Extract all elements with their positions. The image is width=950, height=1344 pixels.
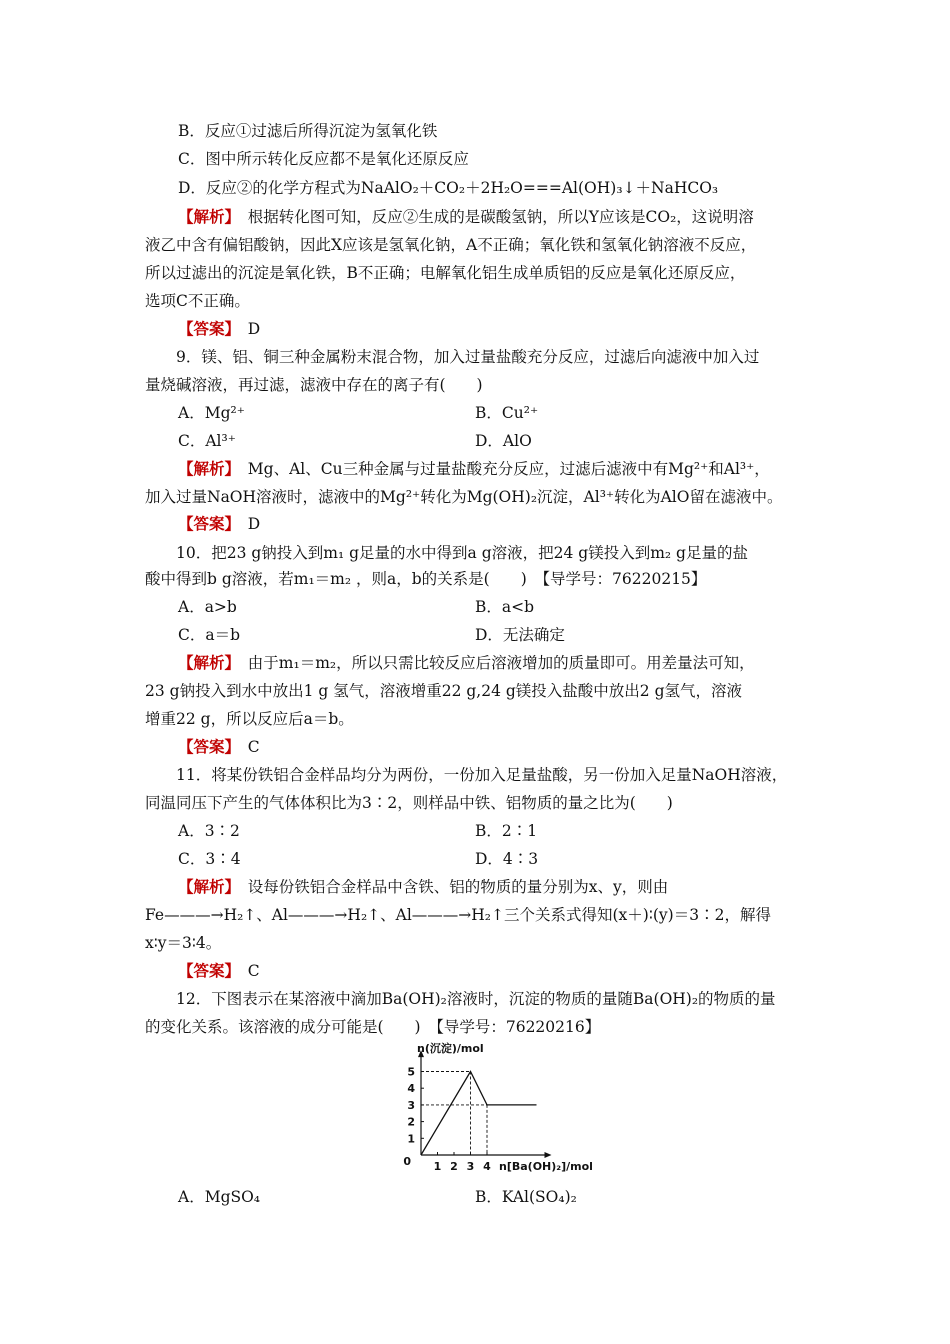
analysis-text: Mg、Al、Cu三种金属与过量盐酸充分反应，过滤后滤液中有Mg²⁺和Al³⁺，: [247, 460, 770, 478]
y-tick-label: 2: [407, 1115, 415, 1129]
option-a: A．MgSO₄: [178, 1188, 261, 1206]
question-stem: 酸中得到b g溶液，若m₁＝m₂ ，则a，b的关系是( ) 【导学号：76220215】: [145, 570, 707, 588]
answer-value: D: [247, 515, 261, 533]
option-b: B．Cu²⁺: [475, 404, 539, 422]
answer-value: D: [247, 320, 261, 338]
analysis-tag: 【解析】: [178, 460, 233, 478]
answer-line: [178, 960, 260, 982]
analysis-text: 由于m₁＝m₂，所以只需比较反应后溶液增加的质量即可。用差量法可知，: [247, 654, 755, 672]
x-axis-label: n[Ba(OH)₂]/mol: [499, 1160, 593, 1173]
analysis-tag: 【解析】: [178, 654, 233, 672]
option-d: D．AlO: [475, 432, 532, 450]
analysis-line: Fe———→H₂↑、Al———→H₂↑、Al———→H₂↑三个关系式得知(x＋)∶(y)＝3∶2，解得: [145, 906, 771, 924]
answer-value: C: [247, 962, 260, 980]
y-tick-label: 1: [407, 1132, 415, 1146]
option-c: C．3∶4: [178, 850, 241, 868]
answer-tag: 【答案】: [178, 320, 233, 338]
analysis-text: 根据转化图可知，反应②生成的是碳酸氢钠，所以Y应该是CO₂，这说明溶: [247, 208, 754, 226]
answer-tag: 【答案】: [178, 515, 233, 533]
analysis-line: x∶y＝3∶4。: [145, 934, 222, 952]
analysis-line: [178, 652, 755, 674]
analysis-line: 选项C不正确。: [145, 292, 250, 310]
x-axis-arrow: [545, 1152, 552, 1158]
answer-line: [178, 513, 260, 535]
analysis-line: 加入过量NaOH溶液时，滤液中的Mg²⁺转化为Mg(OH)₂沉淀，Al³⁺转化为AlO留在滤液中。: [145, 488, 783, 506]
origin-label: 0: [403, 1155, 411, 1168]
analysis-line: 所以过滤出的沉淀是氧化铁，B不正确；电解氧化铝生成单质铝的反应是氧化还原反应，: [145, 264, 746, 282]
question-stem: 9．镁、铝、铜三种金属粉末混合物，加入过量盐酸充分反应，过滤后向滤液中加入过: [176, 348, 760, 366]
analysis-line: [178, 206, 754, 228]
option-a: A．Mg²⁺: [178, 404, 245, 422]
analysis-line: 23 g钠投入到水中放出1 g 氢气，溶液增重22 g,24 g镁投入盐酸中放出2 g氢气，溶液: [145, 682, 742, 700]
analysis-line: 液乙中含有偏铝酸钠，因此X应该是氢氧化钠，A不正确；氧化铁和氢氧化钠溶液不反应，: [145, 236, 757, 254]
option-b: B．KAl(SO₄)₂: [475, 1188, 577, 1206]
x-tick-label: 4: [483, 1160, 491, 1173]
analysis-tag: 【解析】: [178, 878, 233, 896]
option-d: D．反应②的化学方程式为NaAlO₂＋CO₂＋2H₂O===Al(OH)₃↓＋NaHCO₃: [178, 179, 719, 197]
option-b: B．反应①过滤后所得沉淀为氢氧化铁: [178, 122, 438, 140]
answer-tag: 【答案】: [178, 738, 233, 756]
option-c: C．图中所示转化反应都不是氧化还原反应: [178, 150, 469, 168]
answer-tag: 【答案】: [178, 962, 233, 980]
question-stem: 同温同压下产生的气体体积比为3∶2，则样品中铁、铝物质的量之比为( ): [145, 794, 673, 812]
analysis-line: 增重22 g，所以反应后a＝b。: [145, 710, 354, 728]
question-stem: 的变化关系。该溶液的成分可能是( ) 【导学号：76220216】: [145, 1018, 601, 1036]
x-tick-label: 1: [433, 1160, 442, 1173]
option-c: C．Al³⁺: [178, 432, 236, 450]
answer-line: [178, 736, 260, 758]
question-stem: 10．把23 g钠投入到m₁ g足量的水中得到a g溶液，把24 g镁投入到m₂ g足量的盐: [176, 544, 748, 562]
precipitate-chart: [395, 1038, 595, 1176]
x-tick-label: 2: [450, 1160, 458, 1173]
y-axis-label: n(沉淀)/mol: [417, 1042, 484, 1055]
answer-line: [178, 318, 260, 340]
analysis-line: [178, 876, 668, 898]
question-stem: 11．将某份铁铝合金样品均分为两份，一份加入足量盐酸，另一份加入足量NaOH溶液，: [176, 766, 788, 784]
y-tick-label: 4: [407, 1082, 415, 1096]
analysis-text: 设每份铁铝合金样品中含铁、铝的物质的量分别为x、y，则由: [247, 878, 669, 896]
question-stem: 12．下图表示在某溶液中滴加Ba(OH)₂溶液时，沉淀的物质的量随Ba(OH)₂的物质的量: [176, 990, 776, 1008]
option-d: D．无法确定: [475, 626, 565, 644]
option-c: C．a＝b: [178, 626, 241, 644]
option-a: A．3∶2: [178, 822, 240, 840]
question-stem: 量烧碱溶液，再过滤，滤液中存在的离子有( ): [145, 376, 483, 394]
x-tick-label: 3: [466, 1160, 475, 1173]
answer-value: C: [247, 738, 260, 756]
option-b: B．a<b: [475, 598, 535, 616]
series-line: [421, 1072, 537, 1156]
option-d: D．4∶3: [475, 850, 539, 868]
option-a: A．a>b: [178, 598, 237, 616]
option-b: B．2∶1: [475, 822, 538, 840]
analysis-tag: 【解析】: [178, 208, 233, 226]
analysis-line: [178, 458, 770, 480]
y-tick-label: 3: [407, 1098, 415, 1112]
y-tick-label: 5: [407, 1065, 415, 1079]
